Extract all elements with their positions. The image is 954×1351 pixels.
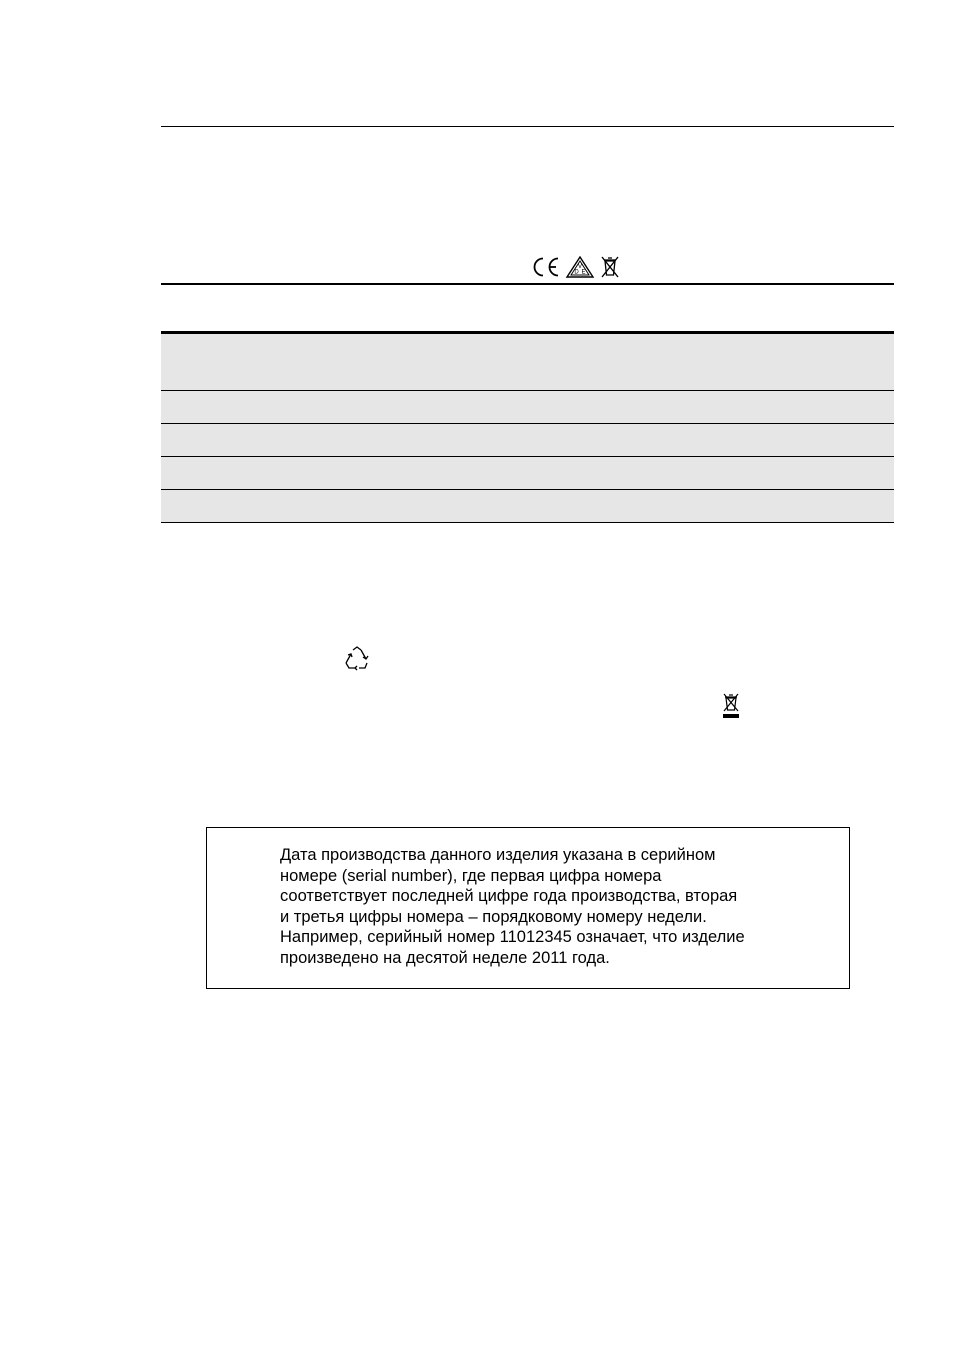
- note-text: Дата производства данного изделия указана в серийном номере (serial number), где первая цифра номера соответствует последней цифре года производства, вторая и третья цифры номера – порядковому номеру недели. Например, серийный номер 11012345 означает, что изделие произведено на десятой неделе 2011 года.: [280, 846, 745, 967]
- production-date-note: [206, 827, 850, 989]
- table-row: [161, 424, 894, 457]
- table-header-row: [161, 334, 894, 391]
- crossed-out-bin-icon: [721, 693, 741, 724]
- section-rule: [161, 283, 894, 285]
- crossed-out-bin-icon: [600, 256, 620, 278]
- ce-mark-icon: [530, 256, 560, 278]
- table-row: [161, 490, 894, 523]
- certification-marks: [530, 255, 620, 279]
- svg-text:E: E: [581, 269, 586, 276]
- svg-text:D: D: [574, 269, 579, 276]
- vde-mark-icon: [564, 256, 596, 278]
- recycle-icon: [343, 645, 371, 678]
- top-rule: [161, 126, 894, 127]
- svg-text:V: V: [577, 264, 583, 270]
- spec-table: [161, 331, 894, 523]
- table-row: [161, 391, 894, 424]
- table-row: [161, 457, 894, 490]
